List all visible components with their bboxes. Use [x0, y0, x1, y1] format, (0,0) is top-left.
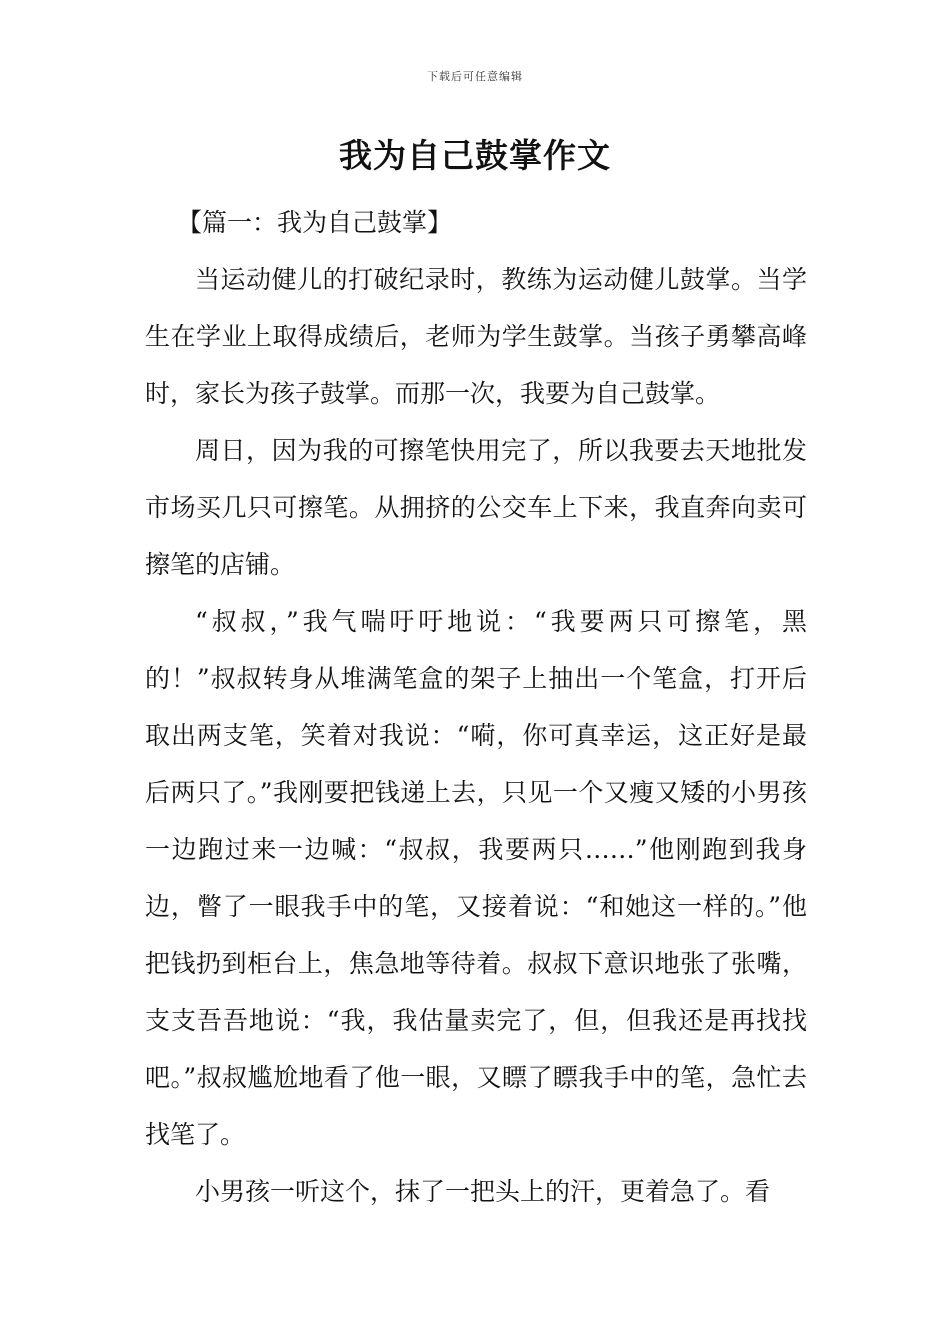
document-body	[145, 194, 807, 1220]
paragraph-4: 小男孩一听这个，抹了一把头上的汗，更着急了。看	[195, 1177, 771, 1206]
paragraph-2: 周日，因为我的可擦笔快用完了，所以我要去天地批发市场买几只可擦笔。从拥挤的公交车上下来，我直奔向卖可擦笔的店铺。	[145, 436, 807, 579]
header-note: 下载后可任意编辑	[427, 70, 523, 83]
document-title: 我为自己鼓掌作文	[339, 136, 611, 175]
paragraph-1: 当运动健儿的打破纪录时，教练为运动健儿鼓掌。当学生在学业上取得成绩后，老师为学生鼓掌。当孩子勇攀高峰时，家长为孩子鼓掌。而那一次，我要为自己鼓掌。	[145, 265, 807, 408]
section-heading: 【篇一：我为自己鼓掌】	[177, 208, 453, 237]
paragraph-3: “叔叔，”我气喘吁吁地说：“我要两只可擦笔，黑的！”叔叔转身从堆满笔盒的架子上抽出一个笔盒，打开后取出两支笔，笑着对我说：“嗬，你可真幸运，这正好是最后两只了。”我刚要把钱递上去，只见一个又瘦又矮的小男孩一边跑过来一边喊：“叔叔，我要两只……”他刚跑到我身边，瞥了一眼我手中的笔，又接着说：“和她这一样的。”他把钱扔到柜台上，焦急地等待着。叔叔下意识地张了张嘴，支支吾吾地说：“我，我估量卖完了，但，但我还是再找找吧。”叔叔尴尬地看了他一眼，又瞟了瞟我手中的笔，急忙去找笔了。	[145, 607, 807, 1149]
